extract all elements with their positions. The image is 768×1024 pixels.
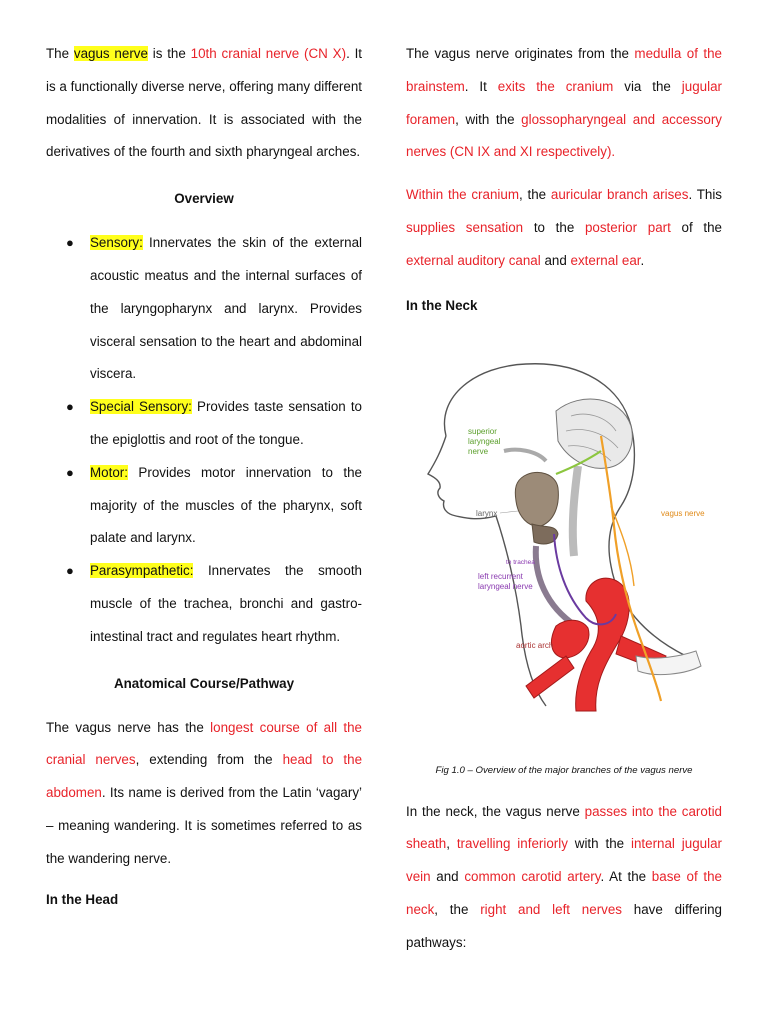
red-term: right and left nerves (480, 901, 622, 917)
list-item-special-sensory (66, 391, 363, 457)
red-term: exits the cranium (497, 78, 614, 94)
text: is the (147, 46, 191, 61)
text: . It is a functionally diverse nerve, offering many different modalities of innervation. It is associated with the derivatives of the fourth and sixth pharyngeal arches. (46, 46, 363, 160)
course-heading: Anatomical Course/Pathway (113, 675, 295, 691)
bullet-label: Parasympathetic: (90, 563, 194, 579)
text: , the (434, 901, 481, 917)
label-vagus-nerve: vagus nerve (661, 508, 705, 518)
origin-paragraph (406, 38, 722, 169)
vagus-anatomy-illustration (406, 356, 722, 726)
text: and (540, 252, 571, 268)
red-term: passes into the carotid sheath (406, 803, 722, 852)
modality-list (46, 227, 362, 653)
spacer (406, 169, 722, 179)
in-the-neck-heading: In the Neck (406, 297, 478, 313)
bullet-text: Provides motor innervation to the majority of the muscles of the pharynx, soft palate and larynx. (90, 464, 362, 546)
label-aortic-arch: aortic arch (516, 640, 554, 650)
bullet-text: Innervates the smooth muscle of the trachea, bronchi and gastro-intestinal tract and regulates heart rhythm. (90, 563, 362, 644)
bullet-label: Sensory: (90, 235, 143, 251)
larynx-leader (500, 511, 518, 513)
text: to the (523, 219, 585, 235)
text: , extending from the (135, 752, 283, 768)
text: via the (613, 78, 682, 94)
red-term: glossopharyngeal and accessory nerves (CN IX and XI respectively). (406, 111, 722, 160)
pulmonary-vessel (526, 656, 574, 698)
red-term: jugular foramen (406, 78, 722, 127)
intro-paragraph (46, 38, 362, 169)
text: , with the (455, 111, 522, 127)
spinal-cord (573, 466, 578, 556)
vagus-nerve-figure (406, 356, 722, 726)
red-term: base of the neck (406, 869, 722, 917)
bullet-text: Innervates the skin of the external acoustic meatus and the internal surfaces of the laryngopharynx and larynx. Provides visceral sensation to the heart and abdominal viscera. (90, 235, 362, 382)
red-term: head to the abdomen (46, 752, 363, 801)
text: . It (464, 78, 498, 94)
red-term: travelling inferiorly (456, 836, 568, 852)
label-left-recurrent: left recurrent (478, 571, 523, 581)
heart-vessel (551, 620, 588, 658)
text: have differing pathways: (406, 901, 722, 950)
text: . Its name is derived from the Latin ‘vagary’ – meaning wandering. It is sometimes referred to as the wandering nerve. (46, 785, 362, 866)
highlighted-term: vagus nerve (73, 46, 148, 61)
list-item-motor (66, 457, 362, 555)
red-term: external ear (570, 252, 641, 268)
label-larynx: larynx (476, 508, 498, 518)
red-term: supplies sensation (406, 219, 524, 235)
text: The vagus nerve originates from the (406, 46, 635, 61)
red-term: internal jugular vein (406, 836, 722, 885)
red-term: auricular branch arises (550, 187, 689, 203)
text: . This (688, 187, 723, 203)
text: . (640, 252, 645, 268)
neck-paragraph (406, 796, 722, 960)
red-term: common carotid artery (464, 869, 601, 885)
list-item-sensory (66, 227, 362, 391)
bullet-icon: ● (66, 464, 74, 480)
bullet-text: Provides taste sensation to the epiglottis and root of the tongue. (90, 399, 363, 447)
label-to-trachea: to trachea (506, 558, 535, 566)
right-column (406, 38, 722, 960)
red-term: medulla of the brainstem (406, 46, 722, 94)
red-term: external auditory canal (406, 252, 541, 268)
bullet-icon: ● (66, 399, 74, 415)
overview-heading: Overview (174, 191, 234, 207)
text: The (46, 46, 74, 61)
cerebellum (556, 399, 632, 468)
text: , (446, 836, 457, 852)
text: with the (567, 836, 631, 852)
text: , the (519, 187, 551, 203)
left-column (46, 38, 362, 910)
text: and (430, 869, 465, 885)
cranium-paragraph (406, 179, 722, 277)
red-term: 10th cranial nerve (CN X) (190, 46, 347, 61)
red-term: posterior part (584, 219, 671, 235)
hyoid-bone (504, 449, 546, 460)
list-item-parasympathetic (66, 555, 362, 653)
bullet-icon: ● (66, 235, 74, 251)
label-laryngeal-nerve: laryngeal nerve (478, 581, 533, 591)
figure-caption: Fig 1.0 – Overview of the major branches of the vagus nerve (435, 764, 693, 776)
course-paragraph (46, 712, 362, 876)
red-term: Within the cranium (406, 187, 519, 203)
trachea (536, 546, 576, 626)
larynx-shape (515, 472, 558, 526)
bullet-label: Special Sensory: (90, 399, 192, 415)
bullet-icon: ● (66, 563, 74, 579)
in-the-head-heading: In the Head (46, 891, 119, 907)
bullet-label: Motor: (90, 464, 128, 480)
text: . At the (600, 869, 652, 885)
text: of the (670, 219, 722, 235)
red-term: longest course of all the cranial nerves (46, 719, 362, 768)
text: In the neck, the vagus nerve (406, 803, 585, 819)
label-laryngeal: laryngeal (468, 436, 501, 446)
text: The vagus nerve has the (46, 719, 211, 735)
label-nerve: nerve (468, 446, 489, 456)
label-superior: superior (468, 426, 497, 436)
